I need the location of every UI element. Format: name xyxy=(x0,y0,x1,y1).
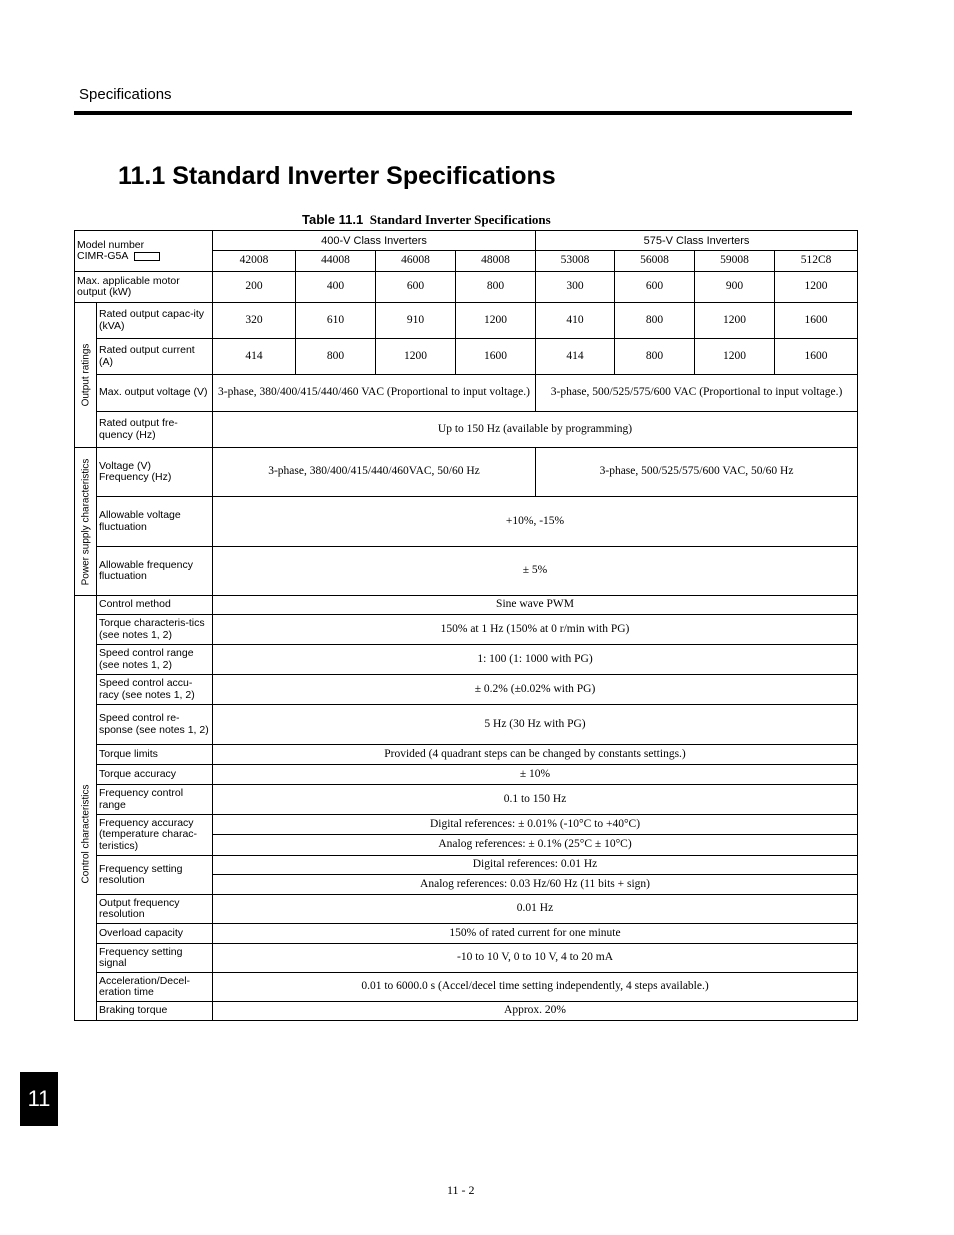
model-code: 46008 xyxy=(376,251,456,272)
cell-value: ± 5% xyxy=(213,547,858,596)
model-code: 512C8 xyxy=(775,251,858,272)
model-code: 56008 xyxy=(615,251,695,272)
table-row xyxy=(75,547,858,596)
row-label: Allowable frequency fluctuation xyxy=(97,547,213,596)
model-number-header: Model number CIMR-G5A xyxy=(75,231,213,272)
table-row xyxy=(75,745,858,765)
cell-value: 200 xyxy=(213,272,296,303)
cell-value: +10%, -15% xyxy=(213,497,858,547)
cell-value: Sine wave PWM xyxy=(213,596,858,615)
table-row xyxy=(75,675,858,705)
model-number-code: CIMR-G5A xyxy=(77,250,129,262)
table-caption xyxy=(302,212,551,228)
row-label: Control method xyxy=(97,596,213,615)
cell-value: ± 10% xyxy=(213,765,858,785)
group-control-characteristics xyxy=(75,745,97,924)
cell-value: 1200 xyxy=(695,339,775,375)
cell-value: 1200 xyxy=(376,339,456,375)
table-row xyxy=(75,815,858,835)
cell-value: 150% of rated current for one minute xyxy=(213,924,858,944)
table-row xyxy=(75,856,858,875)
cell-value: 800 xyxy=(615,303,695,339)
cell-value: 320 xyxy=(213,303,296,339)
model-code: 48008 xyxy=(456,251,536,272)
cell-value: Analog references: ± 0.1% (25°C ± 10°C) xyxy=(213,835,858,856)
cell-value: 1200 xyxy=(775,272,858,303)
model-code: 53008 xyxy=(536,251,615,272)
cell-value: 414 xyxy=(536,339,615,375)
cell-value: Analog references: 0.03 Hz/60 Hz (11 bits + sign) xyxy=(213,875,858,895)
cell-value: 5 Hz (30 Hz with PG) xyxy=(213,705,858,745)
table-row xyxy=(75,705,858,745)
cell-value: 1600 xyxy=(456,339,536,375)
row-label: Max. applicable motor output (kW) xyxy=(75,272,213,303)
row-label: Braking torque xyxy=(97,1002,213,1021)
group-control-blank xyxy=(75,596,97,745)
model-code: 42008 xyxy=(213,251,296,272)
group-label: Control characteristics xyxy=(80,784,91,884)
table-row xyxy=(75,944,858,973)
cell-value: 3-phase, 500/525/575/600 VAC, 50/60 Hz xyxy=(536,448,858,497)
table-row xyxy=(75,303,858,339)
cell-value: 610 xyxy=(296,303,376,339)
header-rule xyxy=(74,111,852,115)
table-row xyxy=(75,924,858,944)
row-label: Rated output capac-ity (kVA) xyxy=(97,303,213,339)
cell-value: Up to 150 Hz (available by programming) xyxy=(213,412,858,448)
cell-value: 800 xyxy=(296,339,376,375)
model-code: 59008 xyxy=(695,251,775,272)
cell-value: 3-phase, 380/400/415/440/460VAC, 50/60 Hz xyxy=(213,448,536,497)
table-row xyxy=(75,272,858,303)
row-label: Torque characteris-tics (see notes 1, 2) xyxy=(97,615,213,645)
row-label: Allowable voltage fluctuation xyxy=(97,497,213,547)
cell-value: 300 xyxy=(536,272,615,303)
row-label: Torque accuracy xyxy=(97,765,213,785)
row-label: Torque limits xyxy=(97,745,213,765)
table-row xyxy=(75,765,858,785)
group-label: Output ratings xyxy=(80,343,91,407)
row-label: Speed control accu-racy (see notes 1, 2) xyxy=(97,675,213,705)
table-row xyxy=(75,448,858,497)
cell-value: 3-phase, 380/400/415/440/460 VAC (Proportional to input voltage.) xyxy=(213,375,536,412)
page-number: 11 - 2 xyxy=(447,1183,475,1197)
cell-value: 0.01 Hz xyxy=(213,895,858,924)
row-label: Rated output fre-quency (Hz) xyxy=(97,412,213,448)
cell-value: 910 xyxy=(376,303,456,339)
cell-value: 1: 100 (1: 1000 with PG) xyxy=(213,645,858,675)
table-row xyxy=(75,596,858,615)
table-caption-text: Standard Inverter Specifications xyxy=(369,212,551,227)
table-row xyxy=(75,339,858,375)
table-row xyxy=(75,497,858,547)
table-row xyxy=(75,645,858,675)
row-label: Frequency setting resolution xyxy=(97,856,213,895)
cell-value: 900 xyxy=(695,272,775,303)
row-label: Overload capacity xyxy=(97,924,213,944)
spec-table xyxy=(74,230,858,1021)
cell-value: 1600 xyxy=(775,339,858,375)
table-caption-number: Table 11.1 xyxy=(302,212,364,227)
cell-value: Provided (4 quadrant steps can be changed by constants settings.) xyxy=(213,745,858,765)
chapter-tab: 11 xyxy=(20,1072,58,1126)
cell-value: -10 to 10 V, 0 to 10 V, 4 to 20 mA xyxy=(213,944,858,973)
row-label: Max. output voltage (V) xyxy=(97,375,213,412)
row-label: Acceleration/Decel-eration time xyxy=(97,973,213,1002)
group-output-ratings xyxy=(75,303,97,448)
cell-value: 800 xyxy=(456,272,536,303)
row-label: Speed control re-sponse (see notes 1, 2) xyxy=(97,705,213,745)
cell-value: 800 xyxy=(615,339,695,375)
model-blank-box xyxy=(134,252,160,261)
table-row xyxy=(75,615,858,645)
row-label: Rated output current (A) xyxy=(97,339,213,375)
cell-value: 600 xyxy=(615,272,695,303)
row-label: Frequency setting signal xyxy=(97,944,213,973)
cell-value: 400 xyxy=(296,272,376,303)
table-row xyxy=(75,785,858,815)
cell-value: 150% at 1 Hz (150% at 0 r/min with PG) xyxy=(213,615,858,645)
row-label: Frequency control range xyxy=(97,785,213,815)
cell-value: ± 0.2% (±0.02% with PG) xyxy=(213,675,858,705)
cell-value: 1200 xyxy=(695,303,775,339)
table-row xyxy=(75,412,858,448)
row-label: Output frequency resolution xyxy=(97,895,213,924)
cell-value: 414 xyxy=(213,339,296,375)
cell-value: 1600 xyxy=(775,303,858,339)
group-label: Power supply characteristics xyxy=(80,458,91,585)
cell-value: 0.01 to 6000.0 s (Accel/decel time setting independently, 4 steps available.) xyxy=(213,973,858,1002)
table-row xyxy=(75,1002,858,1021)
group-control-blank xyxy=(75,924,97,1021)
model-code: 44008 xyxy=(296,251,376,272)
cell-value: Digital references: ± 0.01% (-10°C to +40°C) xyxy=(213,815,858,835)
row-label: Speed control range (see notes 1, 2) xyxy=(97,645,213,675)
cell-value: 1200 xyxy=(456,303,536,339)
running-header: Specifications xyxy=(79,86,172,103)
table-row xyxy=(75,973,858,1002)
row-label: Voltage (V) Frequency (Hz) xyxy=(97,448,213,497)
section-title: 11.1 Standard Inverter Specifications xyxy=(118,162,556,190)
cell-value: 3-phase, 500/525/575/600 VAC (Proportional to input voltage.) xyxy=(536,375,858,412)
cell-value: 410 xyxy=(536,303,615,339)
row-label: Frequency accuracy (temperature charac-teristics) xyxy=(97,815,213,856)
table-row xyxy=(75,895,858,924)
table-row xyxy=(75,375,858,412)
cell-value: 0.1 to 150 Hz xyxy=(213,785,858,815)
group-power-supply xyxy=(75,448,97,596)
cell-value: 600 xyxy=(376,272,456,303)
class-575-header: 575-V Class Inverters xyxy=(536,231,858,251)
cell-value: Digital references: 0.01 Hz xyxy=(213,856,858,875)
class-400-header: 400-V Class Inverters xyxy=(213,231,536,251)
cell-value: Approx. 20% xyxy=(213,1002,858,1021)
